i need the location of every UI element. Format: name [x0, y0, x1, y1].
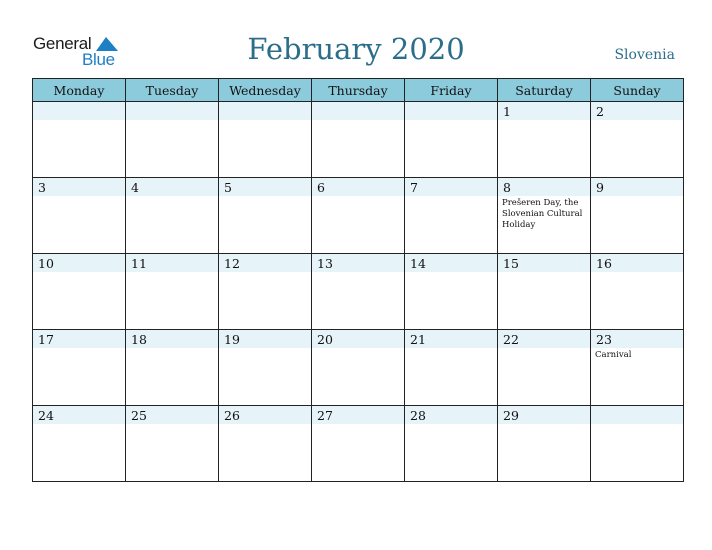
day-cell [405, 102, 498, 178]
day-number: 7 [410, 180, 418, 195]
day-number: 4 [131, 180, 139, 195]
day-number-band [405, 102, 497, 120]
day-cell [498, 406, 591, 482]
day-number: 3 [38, 180, 46, 195]
day-number-band [498, 102, 590, 120]
weekday-header: Thursday [312, 79, 405, 102]
day-number: 20 [317, 332, 333, 347]
day-cell [591, 406, 684, 482]
day-cell [33, 330, 126, 406]
day-number-band [498, 178, 590, 196]
day-number: 15 [503, 256, 519, 271]
day-number-band [33, 102, 125, 120]
day-cell [312, 254, 405, 330]
day-cell [591, 330, 684, 406]
day-number-band [33, 178, 125, 196]
day-number: 22 [503, 332, 519, 347]
weekday-header: Wednesday [219, 79, 312, 102]
day-cell [33, 406, 126, 482]
day-number: 14 [410, 256, 426, 271]
day-cell [405, 330, 498, 406]
day-number-band [591, 406, 683, 424]
day-number-band [312, 178, 404, 196]
day-cell [219, 102, 312, 178]
day-cell [591, 254, 684, 330]
day-cell [312, 178, 405, 254]
logo-text-general: General [33, 34, 92, 53]
week-row [33, 254, 684, 330]
day-cell [126, 330, 219, 406]
day-cell [498, 178, 591, 254]
holiday-label: Carnival [595, 350, 632, 360]
day-number: 10 [38, 256, 54, 271]
day-cell [33, 102, 126, 178]
weekday-header: Tuesday [126, 79, 219, 102]
day-number: 2 [596, 104, 604, 119]
day-number: 5 [224, 180, 232, 195]
day-cell [405, 254, 498, 330]
day-number: 17 [38, 332, 54, 347]
day-number: 12 [224, 256, 240, 271]
day-cell [405, 178, 498, 254]
day-cell [591, 178, 684, 254]
weekday-header-row [33, 79, 684, 102]
day-number: 9 [596, 180, 604, 195]
day-number: 11 [131, 256, 147, 271]
week-row [33, 178, 684, 254]
day-number: 23 [596, 332, 612, 347]
day-cell [219, 406, 312, 482]
day-cell [312, 102, 405, 178]
day-number: 13 [317, 256, 333, 271]
day-number-band [591, 102, 683, 120]
day-number: 19 [224, 332, 240, 347]
day-number-band [591, 178, 683, 196]
day-number: 25 [131, 408, 147, 423]
day-cell [126, 102, 219, 178]
day-number: 29 [503, 408, 519, 423]
day-number-band [219, 102, 311, 120]
day-cell [498, 102, 591, 178]
day-cell [126, 178, 219, 254]
day-number: 16 [596, 256, 612, 271]
day-cell [219, 178, 312, 254]
day-cell [591, 102, 684, 178]
day-number: 18 [131, 332, 147, 347]
weekday-header: Friday [405, 79, 498, 102]
day-cell [312, 406, 405, 482]
day-number: 27 [317, 408, 333, 423]
week-row [33, 330, 684, 406]
day-cell [498, 254, 591, 330]
logo-text-blue: Blue [82, 50, 115, 69]
day-cell [498, 330, 591, 406]
weekday-header: Saturday [498, 79, 591, 102]
day-cell [219, 254, 312, 330]
day-cell [33, 178, 126, 254]
day-cell [126, 406, 219, 482]
day-number: 26 [224, 408, 240, 423]
day-cell [405, 406, 498, 482]
day-number-band [312, 102, 404, 120]
day-number-band [405, 178, 497, 196]
week-row [33, 102, 684, 178]
weekday-header: Monday [33, 79, 126, 102]
day-number: 6 [317, 180, 325, 195]
week-row [33, 406, 684, 482]
day-number: 28 [410, 408, 426, 423]
day-number-band [126, 102, 218, 120]
day-cell [219, 330, 312, 406]
holiday-label: Prešeren Day, the Slovenian Cultural Holiday [502, 198, 583, 230]
day-cell [33, 254, 126, 330]
day-number-band [219, 178, 311, 196]
day-cell [126, 254, 219, 330]
weekday-header: Sunday [591, 79, 684, 102]
calendar-grid [32, 78, 684, 482]
day-number-band [126, 178, 218, 196]
calendar-body [33, 102, 684, 482]
country-label: Slovenia [614, 47, 675, 63]
day-number: 8 [503, 180, 511, 195]
day-number: 1 [503, 104, 511, 119]
day-number: 24 [38, 408, 54, 423]
day-cell [312, 330, 405, 406]
day-number: 21 [410, 332, 426, 347]
month-title: February 2020 [247, 32, 465, 66]
